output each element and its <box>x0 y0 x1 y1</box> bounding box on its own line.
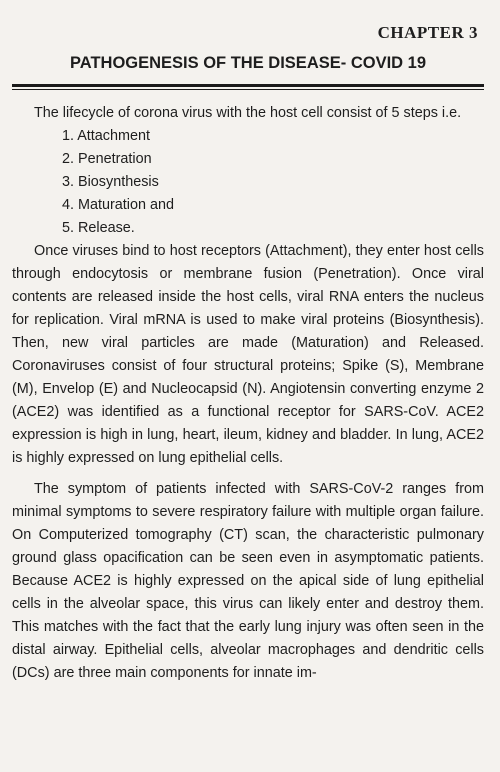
lifecycle-steps-list <box>12 125 484 240</box>
list-item: 1. Attachment <box>62 128 150 144</box>
symptoms-paragraph: The symptom of patients infected with SARS-CoV-2 ranges from minimal symptoms to severe respiratory failure with multiple organ failure. On Computerized tomography (CT) scan, the characteristic pulmonary ground glass opacification can be seen even in asymptomatic patients. Because ACE2 is highly expressed on the apical side of lung epithelial cells in the alveolar space, this virus can likely enter and destroy them. This matches with the fact that the early lung injury was often seen in the distal airway. Epithelial cells, alveolar macrophages and dendritic cells (DCs) are three main components for innate im- <box>12 481 484 681</box>
chapter-label: CHAPTER 3 <box>377 23 478 42</box>
list-item: 4. Maturation and <box>62 197 174 213</box>
list-item: 2. Penetration <box>62 151 152 167</box>
intro-paragraph: The lifecycle of corona virus with the host cell consist of 5 steps i.e. <box>34 105 462 121</box>
list-item: 5. Release. <box>62 220 135 236</box>
lifecycle-paragraph: Once viruses bind to host receptors (Attachment), they enter host cells through endocytosis or membrane fusion (Penetration). Once viral contents are released inside the host cells, viral RNA enters the nucleus for replication. Viral mRNA is used to make viral proteins (Biosynthesis). Then, new viral particles are made (Maturation) and Released. Coronaviruses consist of four structural proteins; Spike (S), Membrane (M), Envelop (E) and Nucleocapsid (N). Angiotensin converting enzyme 2 (ACE2) was identified as a functional receptor for SARS-CoV. ACE2 expression is high in lung, heart, ileum, kidney and bladder. In lung, ACE2 is highly expressed on lung epithelial cells. <box>12 243 484 466</box>
document-body <box>12 102 484 685</box>
title-rule-thick <box>12 84 484 87</box>
title-rule-thin <box>12 89 484 90</box>
list-item: 3. Biosynthesis <box>62 174 159 190</box>
page-title: PATHOGENESIS OF THE DISEASE- COVID 19 <box>69 54 427 72</box>
